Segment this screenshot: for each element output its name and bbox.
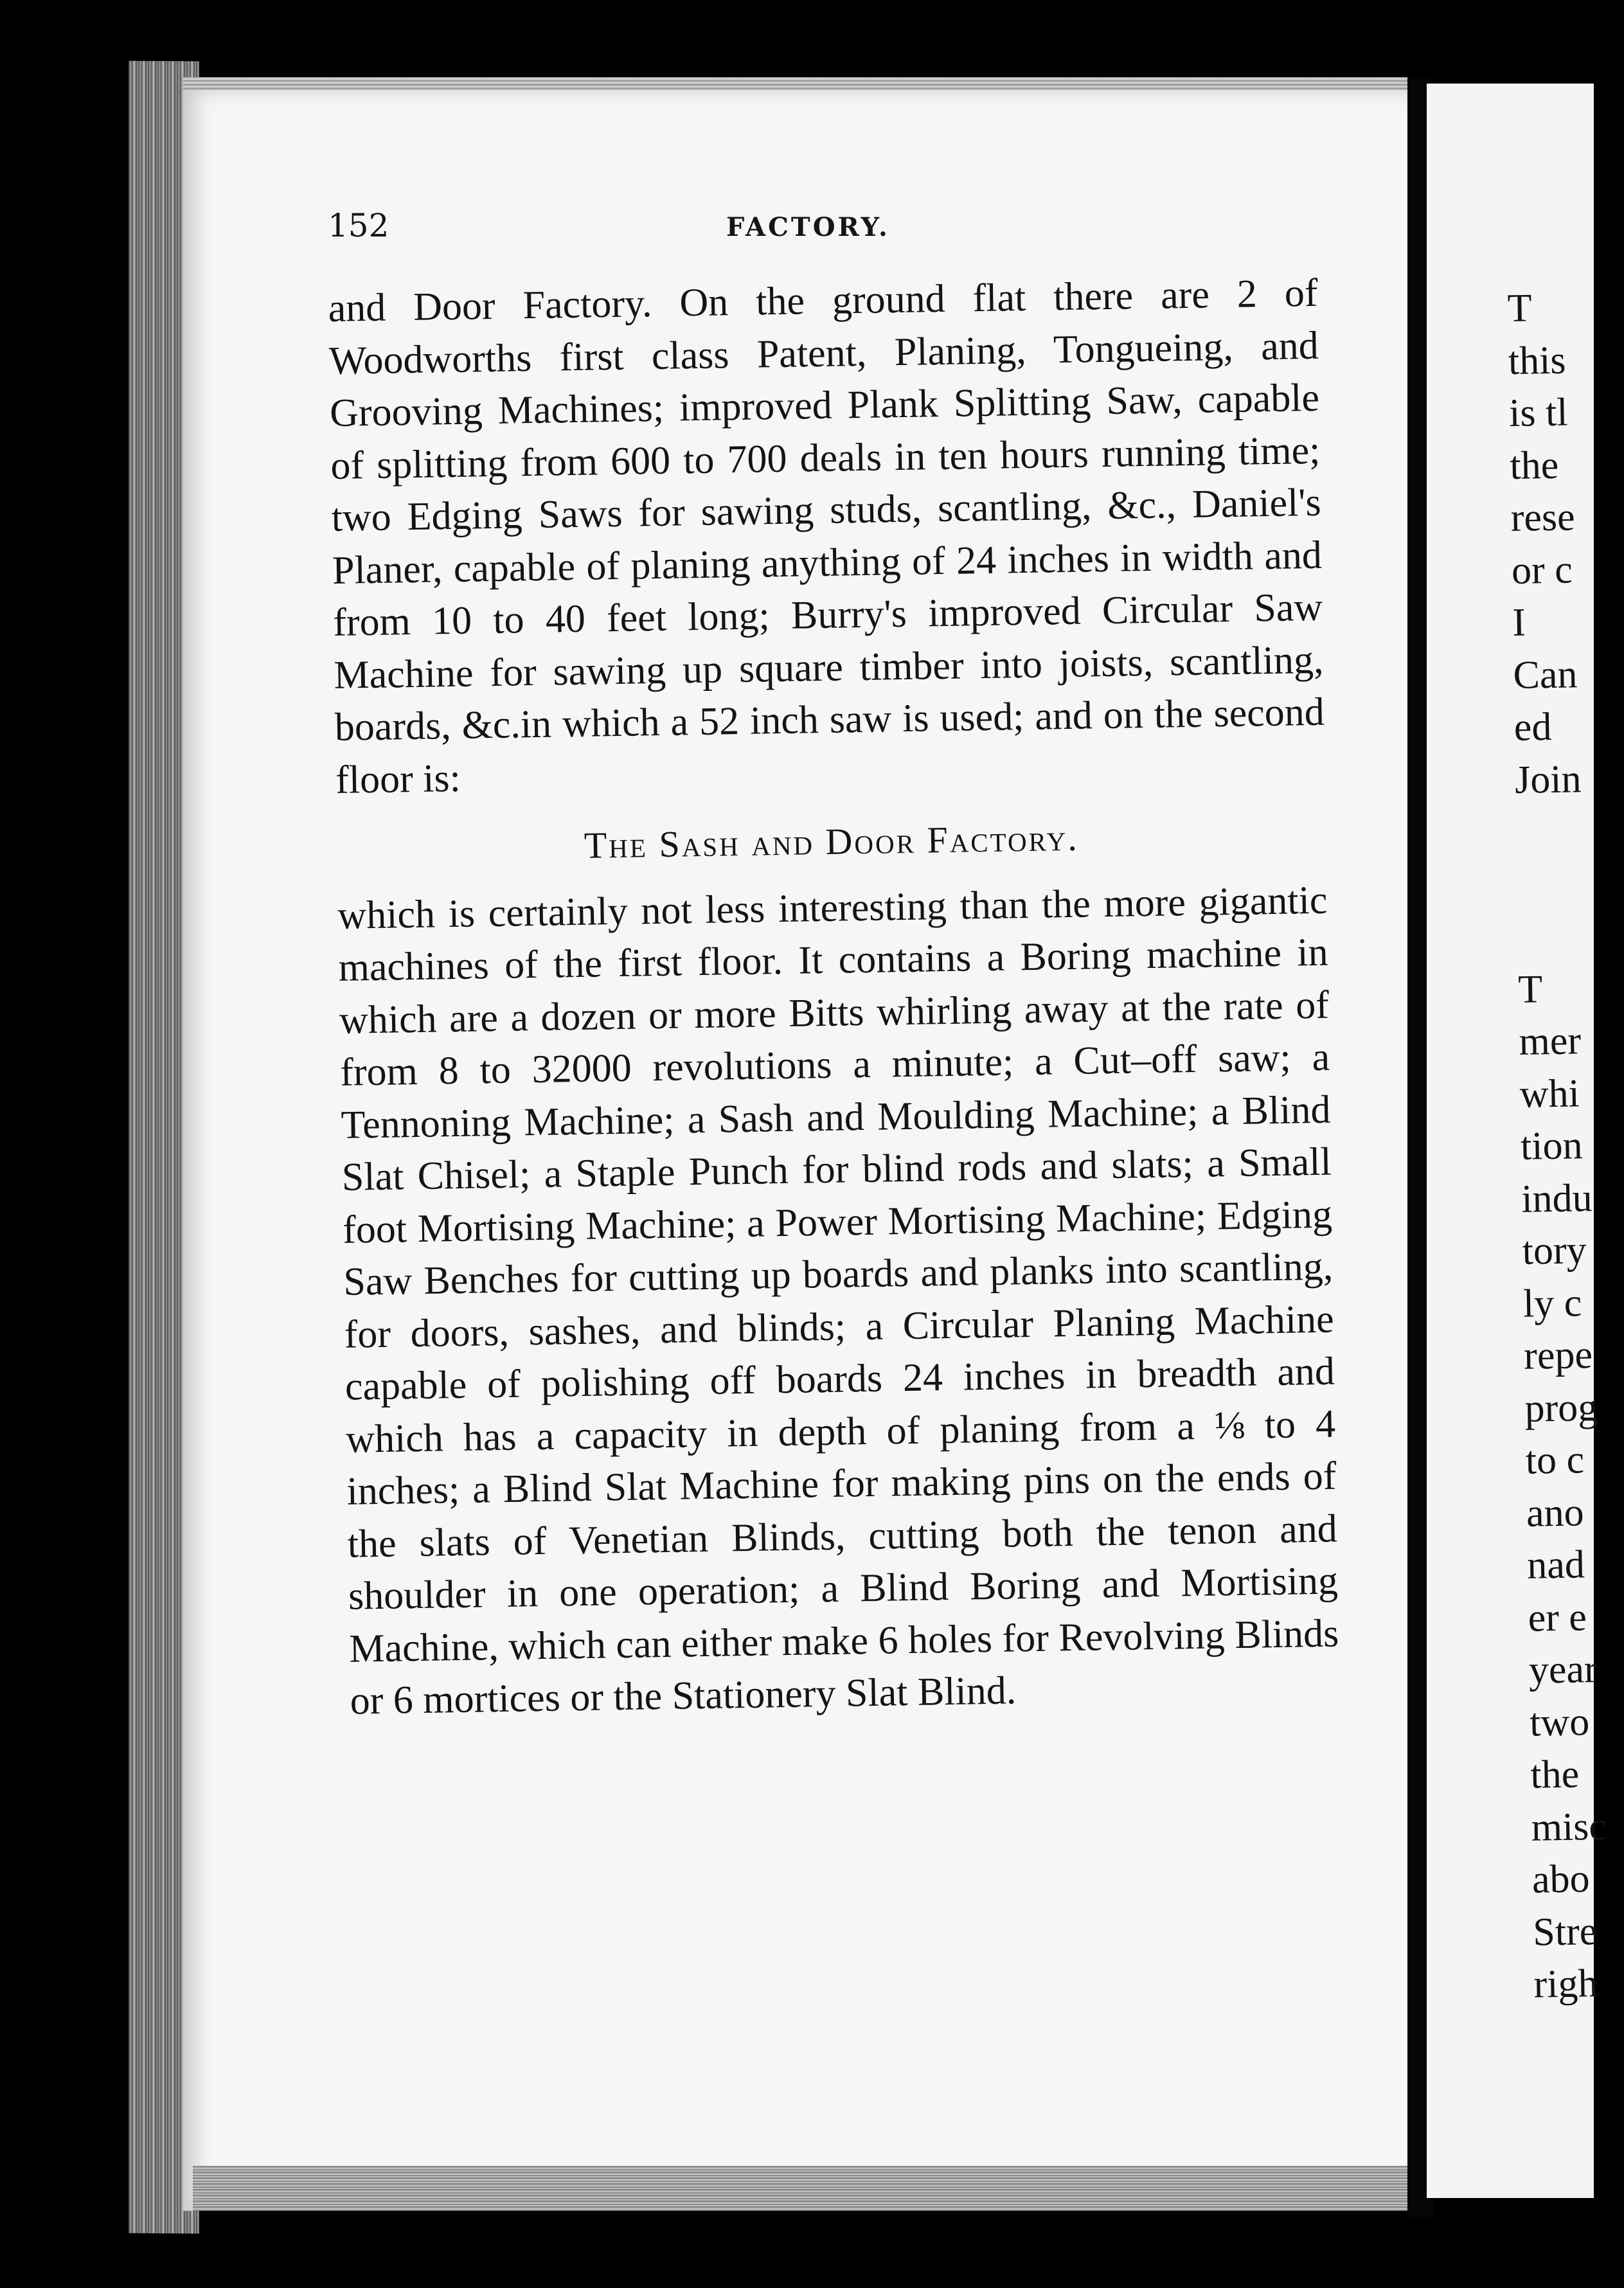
- page-number: 152: [328, 207, 389, 244]
- facing-page-fragment: tion: [1520, 1123, 1584, 1168]
- facing-page-fragment: [1515, 805, 1606, 859]
- facing-page-fragment: two: [1529, 1699, 1590, 1745]
- facing-page-fragment: rese: [1510, 495, 1576, 540]
- facing-page-fragment: whi: [1519, 1071, 1580, 1116]
- facing-page-fragment: ly c: [1522, 1280, 1582, 1326]
- facing-page-fragment: year: [1528, 1647, 1598, 1692]
- facing-page-fragment: this: [1508, 338, 1567, 383]
- body-text: [328, 267, 1340, 1728]
- page-header: [328, 207, 1330, 258]
- facing-page-fragment: ano: [1526, 1490, 1585, 1535]
- facing-page-fragment: Join: [1514, 756, 1582, 802]
- page-edges-bottom: [193, 2166, 1414, 2211]
- facing-page-fragment: er e: [1528, 1595, 1587, 1640]
- facing-page-fragment: to c: [1525, 1438, 1585, 1483]
- facing-page-fragment: is tl: [1508, 390, 1569, 435]
- facing-page-fragment: I: [1512, 600, 1526, 645]
- paragraph-2: which is certainly not less interesting than the more gigantic machines of the first floor. It contains a Boring machine in which are a dozen or more Bitts whirling away at the rate of from 8 to 32000 revolutions a minute; a Cut–off saw; a Tennoning Machine; a Sash and Moulding Machine; a Blind Slat Chisel; a Staple Punch for blind rods and slats; a Small foot Mortising Machine; a Power Mortising Machine; Edging Saw Benches for cutting up boards and planks into scantling, for doors, sashes, and blinds; a Circular Planing Machine capable of polishing off boards 24 inches in breadth and which has a capacity in depth of planing from a ⅛ to 4 inches; a Blind Slat Machine for making pins on the ends of the slats of Venetian Blinds, cutting both the tenon and shoulder in one operation; a Blind Boring and Mortising Machine, which can either make 6 holes for Revolving Blinds or 6 mortices or the Stationery Slat Blind.: [337, 878, 1339, 1723]
- facing-page-fragment: [1517, 910, 1607, 964]
- facing-page-fragment: T: [1517, 967, 1543, 1012]
- facing-page-fragment: repe: [1523, 1333, 1593, 1378]
- facing-page-fragment: abo: [1531, 1857, 1591, 1902]
- section-heading: The Sash and Door Factory.: [584, 816, 1080, 866]
- facing-page-fragment: misc: [1531, 1804, 1607, 1850]
- facing-page-fragment: or c: [1511, 547, 1573, 593]
- facing-page-fragment: righ: [1533, 1962, 1598, 2006]
- facing-page-fragment: T: [1507, 286, 1533, 330]
- facing-page-fragment: prog: [1524, 1385, 1598, 1431]
- facing-page-fragment: the: [1530, 1752, 1580, 1797]
- facing-page-fragment: mer: [1519, 1019, 1582, 1064]
- facing-page-fragment: ed: [1513, 704, 1552, 749]
- facing-page-fragment: [1516, 857, 1607, 911]
- facing-page-fragment: tory: [1522, 1228, 1587, 1273]
- facing-page-fragment: nad: [1526, 1542, 1585, 1587]
- running-head: FACTORY.: [726, 212, 890, 242]
- paragraph-1: and Door Factory. On the ground flat there are 2 of Woodworths first class Patent, Planing, Tongueing, and Grooving Machines; improved Plank Splitting Saw, capable of splitting from 600 to 700 deals in ten hours running time; two Edging Saws for sawing studs, scantling, &c., Daniel's Planer, capable of planing anything of 24 inches in width and from 10 to 40 feet long; Burry's improved Circular Saw Machine for sawing up square timber into joists, scantling, boards, &c.in which a 52 inch saw is used; and on the second floor is:: [328, 271, 1325, 802]
- facing-page-fragment: indu: [1521, 1175, 1593, 1221]
- facing-page-fragment: Can: [1513, 652, 1578, 697]
- facing-page-fragment: the: [1509, 443, 1559, 488]
- facing-page-fragment: Stre: [1532, 1909, 1598, 1954]
